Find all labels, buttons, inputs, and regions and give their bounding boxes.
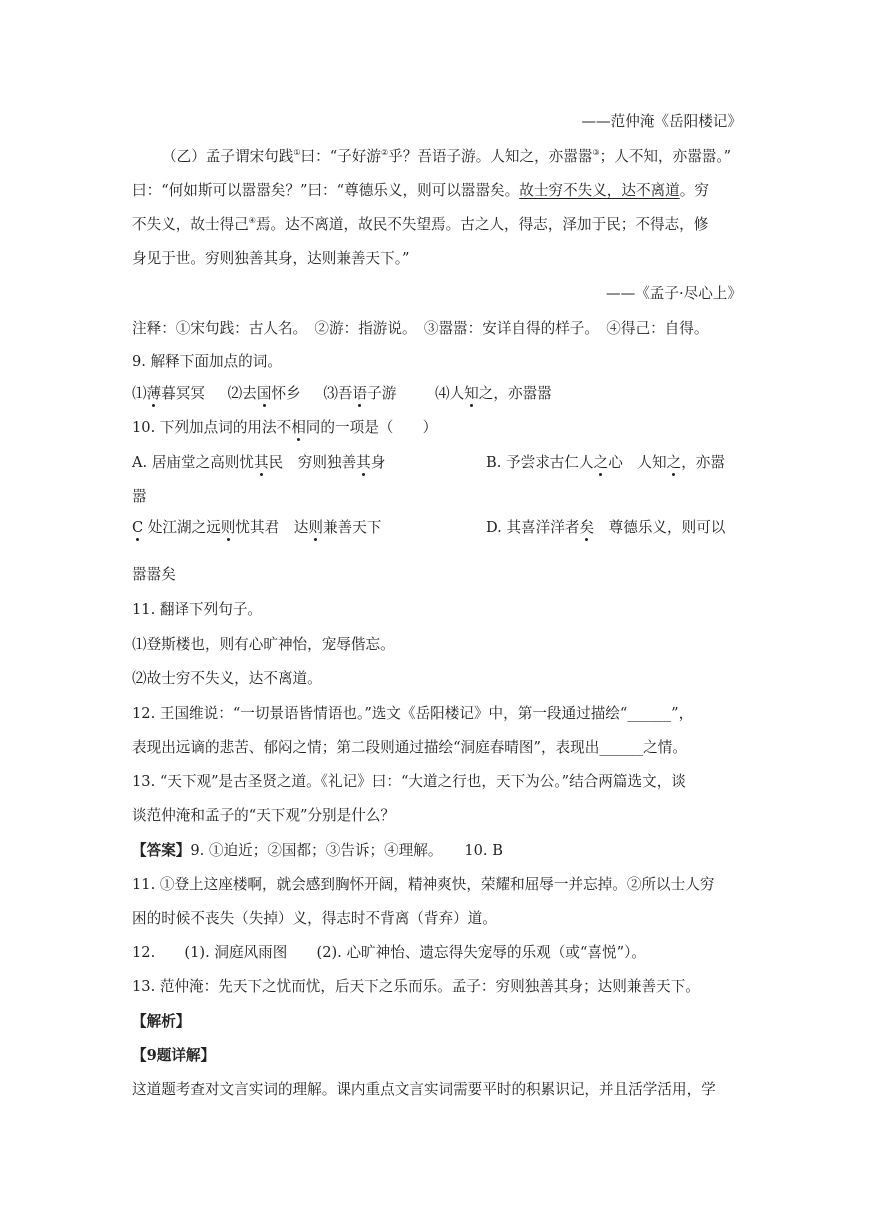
q10-title: 10. 下列加点词的用法不相同的一项是（ ） [132, 419, 438, 436]
q10-option-a: A. 居庙堂之高则忧其民 穷则独善其身 [132, 454, 386, 471]
q11-sentence-2: ⑵故士穷不失义，达不离道。 [132, 670, 322, 687]
q10-option-c: C 处江湖之远则忧其君 达则兼善天下 [132, 519, 382, 536]
q11-sentence-1: ⑴登斯楼也，则有心旷神怡，宠辱偕忘。 [132, 636, 395, 653]
q9-items: ⑴薄暮冥冥 ⑵去国怀乡 ⑶吾语子游 ⑷人知之，亦嚣嚣 [132, 385, 552, 402]
q11-title: 11. 翻译下列句子。 [132, 601, 263, 618]
q12-line-2: 表现出远谪的悲苦、郁闷之情；第二段则通过描绘“洞庭春晴图”，表现出______之情。 [132, 739, 687, 756]
underlined-sentence: 故士穷不失义，达不离道 [519, 182, 680, 199]
q10-option-b: B. 予尝求古仁人之心 人知之，亦嚣 [486, 454, 725, 471]
passage-b-line-2: 曰：“何如斯可以嚣嚣矣？”曰：“尊德乐义，则可以嚣嚣矣。故士穷不失义，达不离道。穷 [132, 182, 709, 199]
q13-line-2: 谈范仲淹和孟子的“天下观”分别是什么？ [132, 807, 396, 824]
answer-line-5: 13. 范仲淹：先天下之忧而忧，后天下之乐而乐。孟子：穷则独善其身；达则兼善天下。 [132, 978, 700, 995]
q9-title: 9. 解释下面加点的词。 [132, 353, 282, 370]
passage-b-line-1: （乙）孟子谓宋句践①曰：“子好游②乎？吾语子游。人知之，亦嚣嚣③；人不知，亦嚣嚣。” [162, 148, 732, 165]
answer-line-2: 11. ①登上这座楼啊，就会感到胸怀开阔，精神爽快，荣耀和屈辱一并忘掉。②所以士人穷 [132, 876, 715, 893]
q12-line-1: 12. 王国维说：“一切景语皆情语也。”选文《岳阳楼记》中，第一段通过描绘“______”， [132, 705, 694, 722]
q9-detail-heading: 【9题详解】 [132, 1047, 216, 1064]
analysis-text: 这道题考查对文言实词的理解。课内重点文言实词需要平时的积累识记，并且活学活用，学 [132, 1081, 716, 1098]
analysis-heading: 【解析】 [132, 1013, 191, 1030]
answer-line-4: 12. (1). 洞庭风雨图 (2). 心旷神怡、遗忘得失宠辱的乐观（或“喜悦”）。 [132, 944, 646, 961]
q10-option-b-wrap: 嚣 [132, 488, 147, 505]
annotation-notes: 注释：①宋句践：古人名。 ②游：指游说。 ③嚣嚣：安详自得的样子。 ④得己：自得。 [132, 320, 709, 337]
passage-b-line-3: 不失义，故士得己④焉。达不离道，故民不失望焉。古之人，得志，泽加于民；不得志，修 [132, 216, 709, 233]
source-citation-mengzi: ——《孟子·尽心上》 [606, 285, 742, 302]
q10-option-d-wrap: 嚣嚣矣 [132, 566, 176, 583]
q13-line-1: 13. “天下观”是古圣贤之道。《礼记》曰：“大道之行也，天下为公。”结合两篇选文，谈 [132, 773, 686, 790]
answer-label: 【答案】 [132, 842, 191, 859]
source-citation-yueyanglouji: ——范仲淹《岳阳楼记》 [581, 113, 742, 130]
answer-line-3: 困的时候不丧失（失掉）义，得志时不背离（背弃）道。 [132, 910, 497, 927]
q10-option-d: D. 其喜洋洋者矣 尊德乐义，则可以 [486, 519, 726, 536]
answer-line-1: 【答案】9. ①迫近；②国都；③告诉；④理解。 10. B [132, 842, 503, 859]
passage-b-line-4: 身见于世。穷则独善其身，达则兼善天下。” [132, 250, 410, 267]
